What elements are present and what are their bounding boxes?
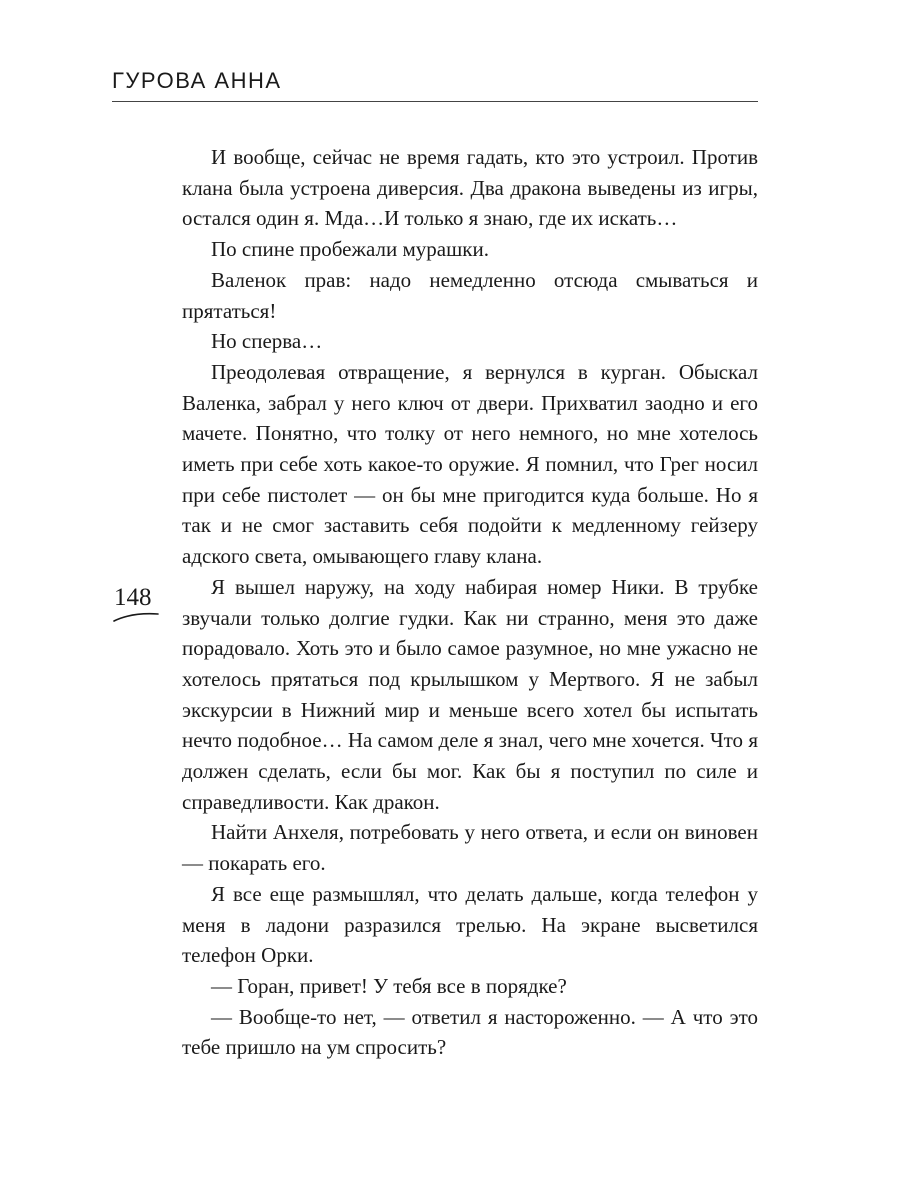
- paragraph: — Горан, привет! У тебя все в порядке?: [211, 973, 567, 998]
- page-number: 148: [114, 584, 152, 611]
- paragraph: И вообще, сейчас не время гадать, кто это устроил. Против клана была устроена диверсия. Два дракона выведены из игры, остался один я. Мда…И только я знаю, где их искать…: [182, 145, 758, 231]
- paragraph: По спине пробежали мурашки.: [211, 237, 489, 262]
- paragraph: Преодолевая отвращение, я вернулся в курган. Обыскал Валенка, забрал у него ключ от двери. Прихватил заодно и его мачете. Понятно, что толку от него немного, но мне хотелось иметь при себе хоть какое-то оружие. Я помнил, что Грег носил при себе пистолет — он бы мне пригодится куда больше. Но я так и не смог заставить себя подойти к медленному гейзеру адского света, омывающего главу клана.: [182, 359, 758, 569]
- body-text: [182, 142, 758, 1063]
- paragraph: Но сперва…: [211, 329, 323, 354]
- paragraph: Я вышел наружу, на ходу набирая номер Ники. В трубке звучали только долгие гудки. Как ни странно, меня это даже порадовало. Хоть это и было самое разумное, но мне ужасно не хотелось прятаться под крылышком у Мертвого. Я не забыл экскурсии в Нижний мир и меньше всего хотел бы испытать нечто подобное… На самом деле я знал, чего мне хочется. Что я должен сделать, если бы мог. Как бы я поступил по силе и справедливости. Как дракон.: [182, 574, 758, 814]
- paragraph: Я все еще размышлял, что делать дальше, когда телефон у меня в ладони разразился трелью. На экране высветился телефон Орки.: [182, 881, 758, 968]
- running-head-author: ГУРОВА АННА: [112, 68, 282, 93]
- page-number-underline: [112, 611, 162, 623]
- paragraph: — Вообще-то нет, — ответил я настороженно. — А что это тебе пришло на ум спросить?: [182, 1004, 758, 1060]
- header-rule: [112, 101, 758, 102]
- paragraph: Валенок прав: надо немедленно отсюда смываться и прятаться!: [182, 267, 758, 323]
- paragraph: Найти Анхеля, потребовать у него ответа, и если он виновен — покарать его.: [182, 820, 758, 876]
